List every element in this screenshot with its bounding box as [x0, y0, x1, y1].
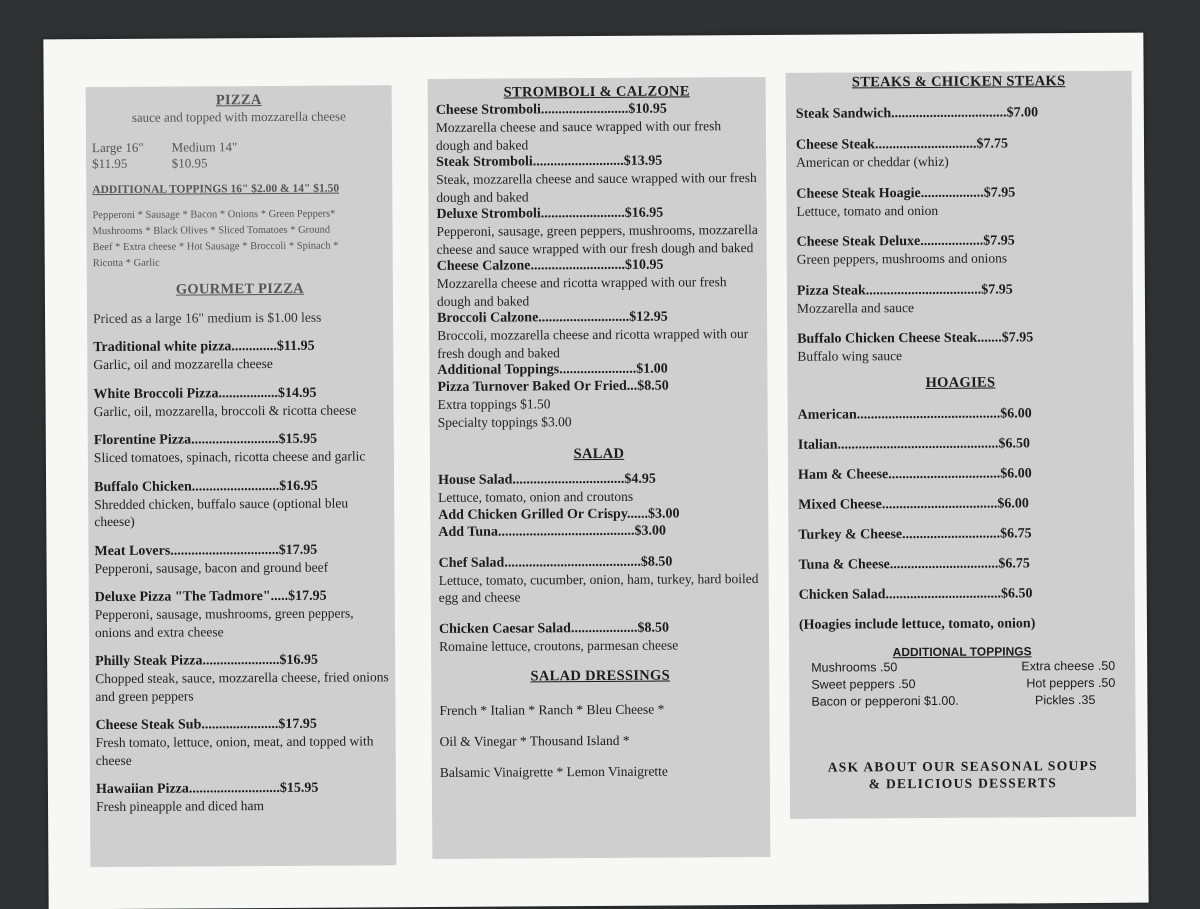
additional-toppings-heading: ADDITIONAL TOPPINGS 16" $2.00 & 14" $1.50 — [92, 182, 340, 197]
hoagie-item: Mixed Cheese.................................$6.00 — [798, 495, 1029, 513]
item-name: Hawaiian Pizza..........................$15.95 — [95, 780, 319, 798]
topping-line: Ricotta * Garlic — [92, 257, 160, 270]
item-desc: Shredded chicken, buffalo sauce (optional bleu cheese) — [94, 495, 349, 530]
menu-item — [439, 618, 761, 654]
item-desc: Pepperoni, sausage, green peppers, mushrooms, mozzarella cheese and sauce wrapped with our fresh dough and baked — [436, 222, 758, 257]
hoagies-heading: HOAGIES — [925, 374, 996, 391]
item-desc: Sliced tomatoes, spinach, ricotta cheese and garlic — [93, 448, 366, 466]
item-desc: Steak, mozzarella cheese and sauce wrapped with our fresh dough and baked — [436, 170, 757, 205]
item-name: Philly Steak Pizza......................$16.95 — [95, 652, 319, 670]
menu-item — [797, 232, 1123, 268]
menu-item — [96, 779, 390, 815]
item-desc: Garlic, oil, mozzarella, broccoli & ricotta cheese — [93, 401, 357, 419]
menu-item — [437, 360, 759, 379]
item-name: Cheese Steak Deluxe..................$7.95 — [796, 233, 1015, 250]
hoagie-note: (Hoagies include lettuce, tomato, onion) — [798, 615, 1036, 633]
topping-row — [799, 674, 1125, 693]
size-large — [92, 140, 144, 172]
item-desc: Mozzarella and sauce — [796, 299, 914, 316]
topping-list — [92, 206, 386, 272]
menu-item — [797, 280, 1123, 316]
steaks-heading: STEAKS & CHICKEN STEAKS — [851, 73, 1066, 91]
menu-item — [797, 329, 1123, 365]
menu-item — [796, 104, 1122, 123]
topping-row — [799, 657, 1125, 676]
item-desc: Broccoli, mozzarella cheese and ricotta wrapped with our fresh dough and baked — [437, 326, 749, 361]
item-name: Meat Lovers...............................$17.95 — [94, 542, 318, 559]
additional-toppings-heading: ADDITIONAL TOPPINGS — [892, 643, 1032, 659]
topping-line: Mushrooms * Black Olives * Sliced Tomatoes * Ground — [92, 224, 331, 238]
item-name: Buffalo Chicken.........................$16.95 — [94, 478, 318, 495]
salad-heading: SALAD — [573, 445, 625, 463]
item-name: Add Chicken Grilled Or Crispy......$3.00 — [438, 505, 680, 523]
topping-row — [799, 691, 1125, 710]
topping-item: Sweet peppers .50 — [811, 676, 916, 692]
item-desc: Specialty toppings $3.00 — [437, 413, 572, 430]
menu-item — [94, 430, 388, 466]
item-name: Chicken Caesar Salad...................$8.50 — [438, 620, 669, 637]
menu-item — [437, 308, 759, 362]
item-desc: Fresh pineapple and diced ham — [95, 798, 265, 815]
topping-line: Beef * Extra cheese * Hot Sausage * Broccoli * Spinach * — [92, 240, 339, 254]
item-desc: American or cheddar (whiz) — [796, 153, 949, 170]
item-name: Add Tuna.......................................$3.00 — [438, 523, 666, 540]
item-desc: Romaine lettuce, croutons, parmesan cheese — [439, 637, 679, 654]
item-name: Deluxe Pizza "The Tadmore".....$17.95 — [94, 588, 327, 606]
salad-dressings-heading: SALAD DRESSINGS — [530, 667, 671, 685]
item-desc: Lettuce, tomato, onion and croutons — [438, 488, 634, 505]
menu-item — [95, 587, 389, 641]
menu-item — [796, 183, 1122, 219]
menu-item — [437, 377, 759, 431]
item-desc: Lettuce, tomato and onion — [796, 202, 939, 219]
gourmet-pizza-heading: GOURMET PIZZA — [175, 280, 304, 298]
item-name: Buffalo Chicken Cheese Steak.......$7.95 — [797, 330, 1034, 347]
item-name: White Broccoli Pizza.................$14.95 — [93, 385, 317, 402]
item-name: Chef Salad.......................................$8.50 — [438, 554, 673, 571]
topping-item: Bacon or pepperoni $1.00. — [811, 693, 959, 709]
item-name: Deluxe Stromboli........................$16.95 — [436, 205, 664, 222]
menu-item — [95, 715, 389, 769]
item-name: Traditional white pizza.............$11.95 — [93, 338, 315, 356]
item-desc: Mozzarella cheese and sauce wrapped with our fresh dough and baked — [435, 118, 722, 153]
item-name: Steak Sandwich.................................$7.00 — [795, 105, 1039, 122]
menu-item — [437, 256, 759, 310]
hoagie-item: Turkey & Cheese............................$6.75 — [798, 525, 1032, 543]
item-desc: Green peppers, mushrooms and onions — [796, 250, 1008, 267]
hoagie-item: Italian..............................................$6.50 — [797, 435, 1031, 453]
menu-item — [436, 152, 758, 206]
menu-item — [94, 477, 388, 531]
item-desc: Buffalo wing sauce — [797, 348, 903, 364]
hoagie-item: Ham & Cheese................................$6.00 — [797, 465, 1032, 483]
seasonal-notice-line: & DELICIOUS DESSERTS — [868, 774, 1058, 791]
pizza-heading: PIZZA — [215, 92, 262, 109]
item-desc: Lettuce, tomato, cucumber, onion, ham, turkey, hard boiled egg and cheese — [438, 570, 759, 605]
steaks-column — [786, 71, 1137, 819]
item-name: Cheese Steak Sub......................$17.95 — [95, 716, 317, 734]
item-name: Pizza Steak.................................$7.95 — [796, 281, 1013, 299]
item-desc: Fresh tomato, lettuce, onion, meat, and topped with cheese — [95, 733, 374, 768]
hoagie-item: Tuna & Cheese...............................$6.75 — [798, 555, 1030, 573]
size-medium-label: Medium 14" — [171, 139, 238, 155]
item-name: Additional Toppings......................$1.00 — [437, 361, 668, 378]
menu-item — [439, 552, 761, 606]
dressing-line: Balsamic Vinaigrette * Lemon Vinaigrette — [439, 763, 668, 780]
dressing-line: Oil & Vinegar * Thousand Island * — [439, 732, 630, 749]
item-desc: Pepperoni, sausage, mushrooms, green peppers, onions and extra cheese — [94, 605, 354, 640]
item-desc: Garlic, oil and mozzarella cheese — [93, 355, 273, 373]
item-name: Cheese Stromboli.........................$10.95 — [435, 101, 667, 118]
menu-item — [796, 135, 1122, 171]
size-medium-price: $10.95 — [171, 155, 208, 171]
topping-item: Mushrooms .50 — [811, 659, 898, 675]
item-name: Cheese Steak Hoagie..................$7.95 — [796, 184, 1016, 202]
pizza-sizes — [92, 138, 386, 172]
dressing-line: French * Italian * Ranch * Bleu Cheese * — [439, 701, 665, 718]
item-name: Cheese Calzone...........................$10.95 — [436, 257, 664, 274]
menu-item — [93, 337, 387, 373]
item-name: Pizza Turnover Baked Or Fried...$8.50 — [437, 378, 669, 395]
size-large-price: $11.95 — [92, 155, 128, 172]
item-name: Steak Stromboli..........................$13.95 — [436, 153, 663, 170]
item-name: Florentine Pizza.........................$15.95 — [93, 431, 318, 449]
hoagie-item: American.........................................$6.00 — [797, 405, 1032, 423]
gourmet-note: Priced as a large 16" medium is $1.00 less — [93, 309, 322, 327]
menu-item — [94, 541, 388, 577]
hoagie-item: Chicken Salad.................................$6.50 — [798, 585, 1033, 603]
pizza-subheading: sauce and topped with mozzarella cheese — [131, 108, 346, 125]
item-name: Cheese Steak.............................$7.75 — [795, 136, 1008, 153]
topping-item: Extra cheese .50 — [1021, 658, 1116, 673]
menu-item — [436, 100, 758, 154]
stromboli-column — [428, 77, 771, 859]
stromboli-heading: STROMBOLI & CALZONE — [503, 83, 690, 101]
size-medium — [172, 139, 238, 171]
seasonal-notice-line: ASK ABOUT OUR SEASONAL SOUPS — [827, 757, 1098, 775]
item-desc: Mozzarella cheese and ricotta wrapped with our fresh dough and baked — [436, 274, 727, 309]
seasonal-notice — [800, 756, 1126, 792]
pizza-column — [86, 85, 397, 867]
size-large-label: Large 16" — [91, 139, 144, 156]
menu-sheet — [43, 33, 1148, 909]
menu-item — [95, 651, 389, 705]
menu-item — [436, 204, 758, 258]
topping-item: Pickles .35 — [1034, 692, 1096, 707]
topping-item: Hot peppers .50 — [1026, 675, 1116, 690]
menu-item — [438, 470, 760, 540]
item-desc: Chopped steak, sauce, mozzarella cheese, fried onions and green peppers — [95, 669, 389, 704]
menu-item — [93, 384, 387, 420]
item-desc: Pepperoni, sausage, bacon and ground beef — [94, 559, 329, 576]
item-name: Broccoli Calzone..........................$12.95 — [437, 309, 668, 326]
item-desc: Extra toppings $1.50 — [437, 396, 551, 412]
topping-line: Pepperoni * Sausage * Bacon * Onions * Green Peppers* — [92, 208, 336, 222]
item-name: House Salad................................$4.95 — [438, 471, 656, 488]
